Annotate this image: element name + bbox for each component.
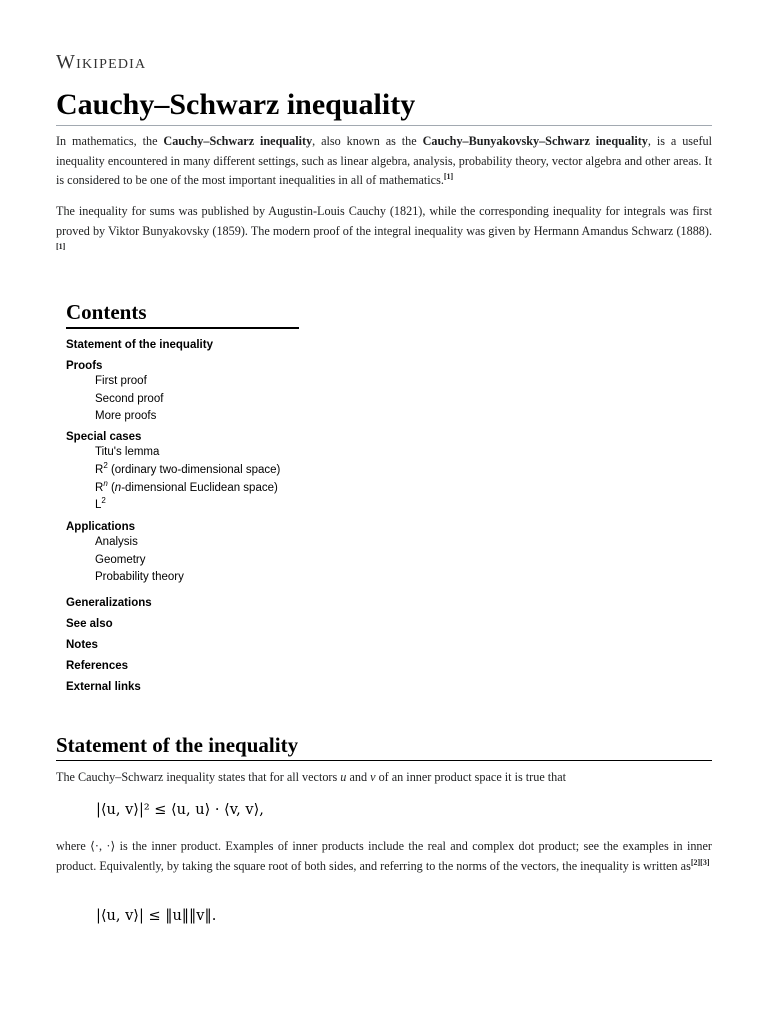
rn-base: R <box>95 481 104 494</box>
toc-item-special-cases[interactable]: Special cases <box>66 431 142 444</box>
rn-sup: n <box>103 478 108 488</box>
citation-link[interactable]: [2][3] <box>690 857 710 867</box>
toc-subitem-analysis[interactable]: Analysis <box>95 535 138 548</box>
toc-item-generalizations[interactable]: Generalizations <box>66 597 152 610</box>
inner-product-symbol: ⟨·, ·⟩ <box>90 839 116 853</box>
intro-text: In mathematics, the <box>56 134 164 148</box>
rn-text: -dimensional Euclidean space) <box>121 481 278 494</box>
toc-subitem-second-proof[interactable]: Second proof <box>95 392 164 405</box>
intro-paragraph-2 <box>56 202 712 261</box>
l2-base: L <box>95 499 102 512</box>
citation-link[interactable]: [1] <box>56 241 66 251</box>
var-u: u <box>340 770 347 784</box>
toc-item-external-links[interactable]: External links <box>66 681 141 694</box>
paragraph-text: where <box>56 839 91 853</box>
paragraph-text: is the inner product. Examples of inner products include the real and complex dot product; see the examples in inner product. Equivalently, by taking the square root of both sides, and referring to the norms of the vectors, the inequality is written as <box>56 839 712 873</box>
toc-item-applications[interactable]: Applications <box>66 520 136 533</box>
rn-open: ( <box>107 481 115 494</box>
equation-2: |⟨u, v⟩| ≤ ‖u‖‖v‖. <box>96 908 217 924</box>
statement-text: The Cauchy–Schwarz inequality states that for all vectors <box>56 770 341 784</box>
var-v: v <box>370 770 376 784</box>
toc-subitem-l2[interactable] <box>66 497 309 515</box>
toc-subitem-first-proof[interactable]: First proof <box>95 375 147 387</box>
statement-paragraph <box>56 768 712 788</box>
page-title: Cauchy–Schwarz inequality <box>56 86 712 126</box>
toc-item-statement[interactable]: Statement of the inequality <box>66 339 213 351</box>
wikipedia-logo: Wikipedia <box>56 51 147 73</box>
intro-bold-term: Cauchy–Bunyakovsky–Schwarz inequality <box>422 134 648 148</box>
intro-text: , also known as the <box>312 134 423 148</box>
section-heading: Statement of the inequality <box>56 731 712 761</box>
equation-1: |⟨u, v⟩|² ≤ ⟨u, u⟩ · ⟨v, v⟩, <box>96 802 264 818</box>
toc-subitem-probability[interactable]: Probability theory <box>95 571 184 584</box>
statement-text: and <box>346 770 371 784</box>
citation-link[interactable]: [1] <box>443 171 454 181</box>
intro-text: , is a useful inequality encountered in many different settings, such as linear algebra, analysis, probability theory, vector algebra and other areas. It is considered to be one of the most important inequalities in all of mathematics. <box>56 134 712 187</box>
toc-subitem-r2[interactable] <box>66 462 309 480</box>
r2-text: (ordinary two-dimensional space) <box>107 463 281 476</box>
table-of-contents <box>66 297 309 694</box>
toc-subitem-more-proofs[interactable]: More proofs <box>95 410 157 423</box>
l2-sup: 2 <box>101 496 106 506</box>
intro-bold-term: Cauchy–Schwarz inequality <box>163 134 313 148</box>
toc-item-see-also[interactable]: See also <box>66 618 113 631</box>
intro-text: The inequality for sums was published by Augustin-Louis Cauchy (1821), while the corresponding inequality for integrals was first proved by Viktor Bunyakovsky (1859). The modern proof of the integral inequality was given by Hermann Amandus Schwarz (1888). <box>56 204 712 238</box>
toc-item-references[interactable]: References <box>66 660 129 673</box>
toc-subitem-rn[interactable] <box>66 480 309 498</box>
r2-sup: 2 <box>103 460 108 470</box>
toc-title: Contents <box>66 297 299 329</box>
inner-product-paragraph <box>56 837 712 876</box>
rn-n: n <box>114 481 122 494</box>
toc-item-notes[interactable]: Notes <box>66 639 98 652</box>
toc-item-proofs[interactable]: Proofs <box>66 360 103 372</box>
statement-text: of an inner product space it is true that <box>375 770 567 784</box>
r2-base: R <box>95 463 104 476</box>
toc-subitem-geometry[interactable]: Geometry <box>95 553 146 566</box>
toc-subitem-titus-lemma[interactable]: Titu's lemma <box>95 446 160 459</box>
intro-paragraph-1 <box>56 132 712 191</box>
